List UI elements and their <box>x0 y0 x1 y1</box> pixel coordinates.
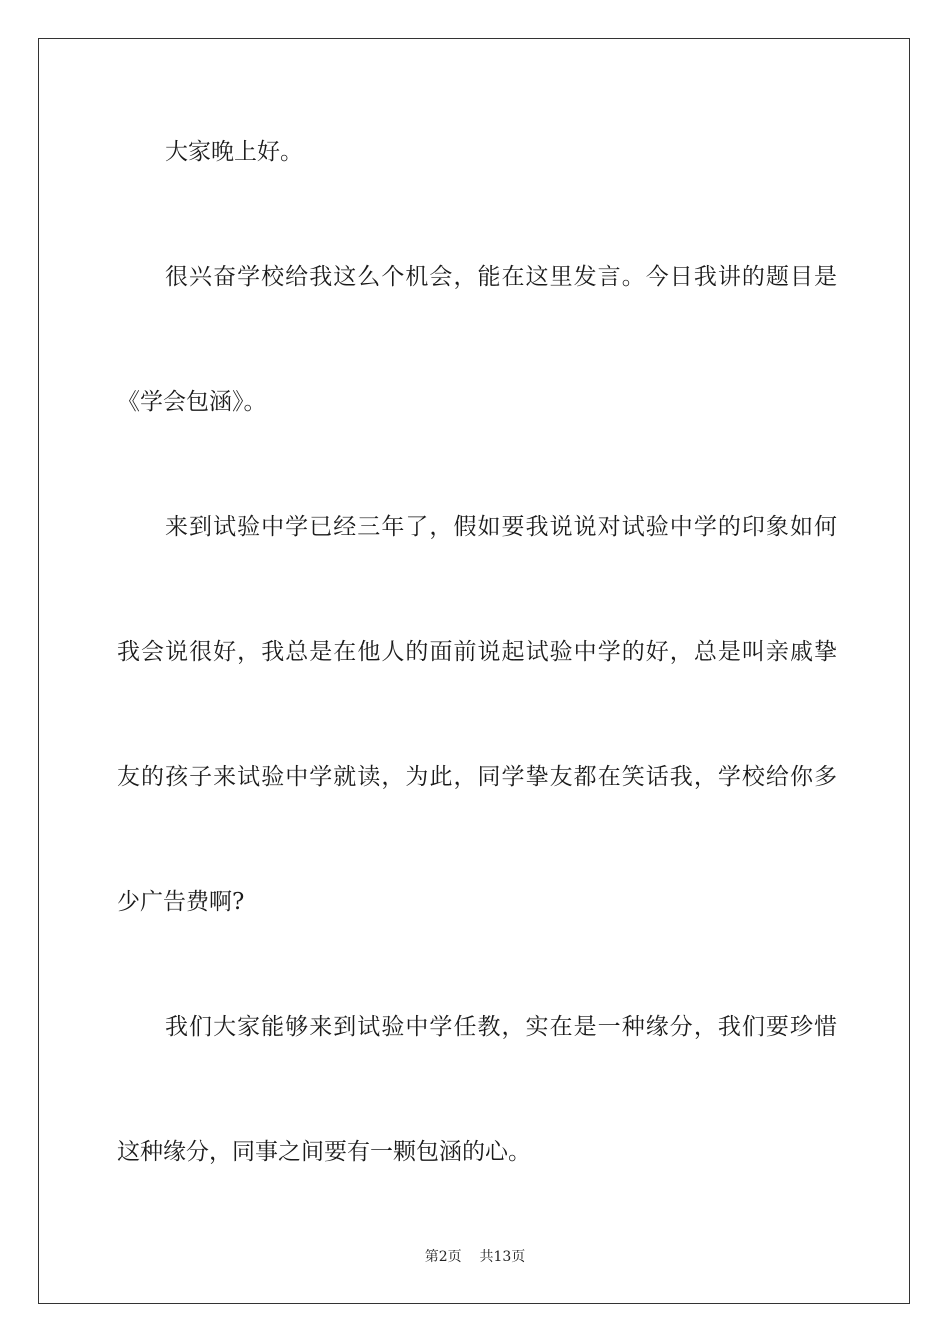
greeting-line: 大家晚上好。 <box>165 139 303 165</box>
paragraph-1-line-2: 《学会包涵》。 <box>117 389 267 415</box>
paragraph-2-line-3: 友的孩子来试验中学就读，为此，同学挚友都在笑话我，学校给你多 <box>117 764 837 790</box>
paragraph-2-line-1: 来到试验中学已经三年了，假如要我说说对试验中学的印象如何 <box>165 514 837 540</box>
page-number: 第2页 <box>424 1249 462 1265</box>
page-total: 共13页 <box>479 1249 526 1265</box>
paragraph-3-line-2: 这种缘分，同事之间要有一颗包涵的心。 <box>117 1139 531 1165</box>
paragraph-3-line-1: 我们大家能够来到试验中学任教，实在是一种缘分，我们要珍惜 <box>165 1014 837 1040</box>
paragraph-2-line-2: 我会说很好，我总是在他人的面前说起试验中学的好，总是叫亲戚挚 <box>117 639 837 665</box>
page-footer <box>0 1247 950 1267</box>
paragraph-1-line-1: 很兴奋学校给我这么个机会，能在这里发言。今日我讲的题目是 <box>165 264 837 290</box>
page-border <box>38 38 910 1304</box>
paragraph-2-line-4: 少广告费啊? <box>117 889 245 915</box>
